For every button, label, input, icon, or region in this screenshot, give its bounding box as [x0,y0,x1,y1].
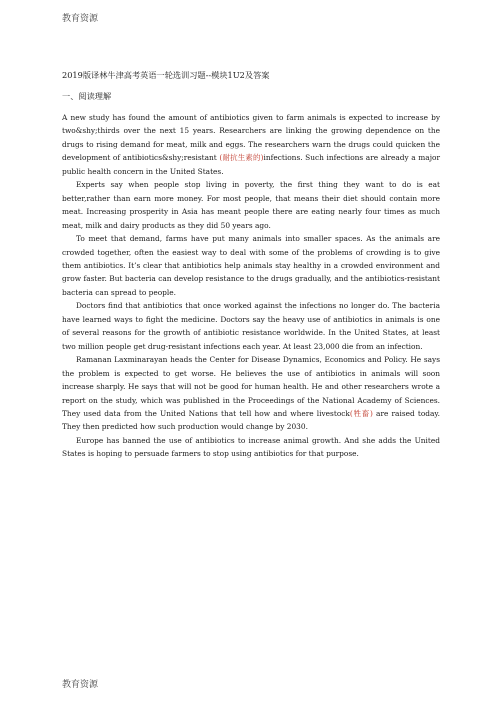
paragraph-text: infections. Such infections are already a major public health concern in the United States. [62,153,440,176]
paragraph-text: Doctors find that antibiotics that once worked against the infections no longer do. The bacteria have learned ways to fight the medicine. Doctors say the heavy use of antibiotics in animals is one of several reasons for the growth of antibiotic resistance worldwide. In the United States, at least two million people get drug-resistant infections each year. At least 23,000 die from an infection. [62,301,440,351]
paragraph-text: To meet that demand, farms have put many animals into smaller spaces. As the animals are crowded together, often the easiest way to deal with some of the problems of crowding is to give them antibiotics. It’s clear that antibiotics help animals stay healthy in a crowded environment and grow faster. But bacteria can develop resistance to the drugs gradually, and the antibiotics-resistant bacteria can spread to people. [62,234,440,297]
paragraph-5 [62,353,440,434]
paragraph-3 [62,232,440,299]
paragraph-1 [62,111,440,178]
document-title: 2019版译林牛津高考英语一轮选训习题--模块1U2及答案 [62,70,270,80]
page-header: 教育资源 [62,14,99,24]
paragraph-2 [62,178,440,232]
paragraph-text: A new study has found the amount of antibiotics given to farm animals is expected to increase by two&shy;thirds over the next 15 years. Researchers are linking the growing dependence on the drugs to rising demand for meat, milk and eggs. The researchers warn the drugs could quicken the development of antibiotics&shy;resistant [62,113,440,163]
paragraph-6 [62,434,440,461]
chinese-gloss: (牲畜) [349,408,373,418]
page-footer: 教育资源 [62,680,99,690]
paragraph-4 [62,299,440,353]
reading-passage [62,111,440,461]
section-heading: 一、阅读理解 [62,91,112,101]
paragraph-text: Experts say when people stop living in poverty, the first thing they want to do is eat better,rather than earn more money. For most people, that means their diet should contain more meat. Increasing prosperity in Asia has meant people there are eating nearly four times as much meat, milk and dairy products as they did 50 years ago. [62,180,440,230]
chinese-gloss: (耐抗生素的) [219,153,264,163]
paragraph-text: Europe has banned the use of antibiotics to increase animal growth. And she adds the United States is hoping to persuade farmers to stop using antibiotics for that purpose. [62,435,440,459]
paragraph-text: Ramanan Laxminarayan heads the Center for Disease Dynamics, Economics and Policy. He says the problem is expected to get worse. He believes the use of antibiotics in animals will soon increase sharply. He says that will not be good for human health. He and other researchers wrote a report on the study, which was published in the Proceedings of the National Academy of Sciences. They used data from the United Nations that tell how and where livestock [62,355,440,418]
paragraph-text: are raised today. They then predicted how such production would change by 2030. [62,408,440,432]
